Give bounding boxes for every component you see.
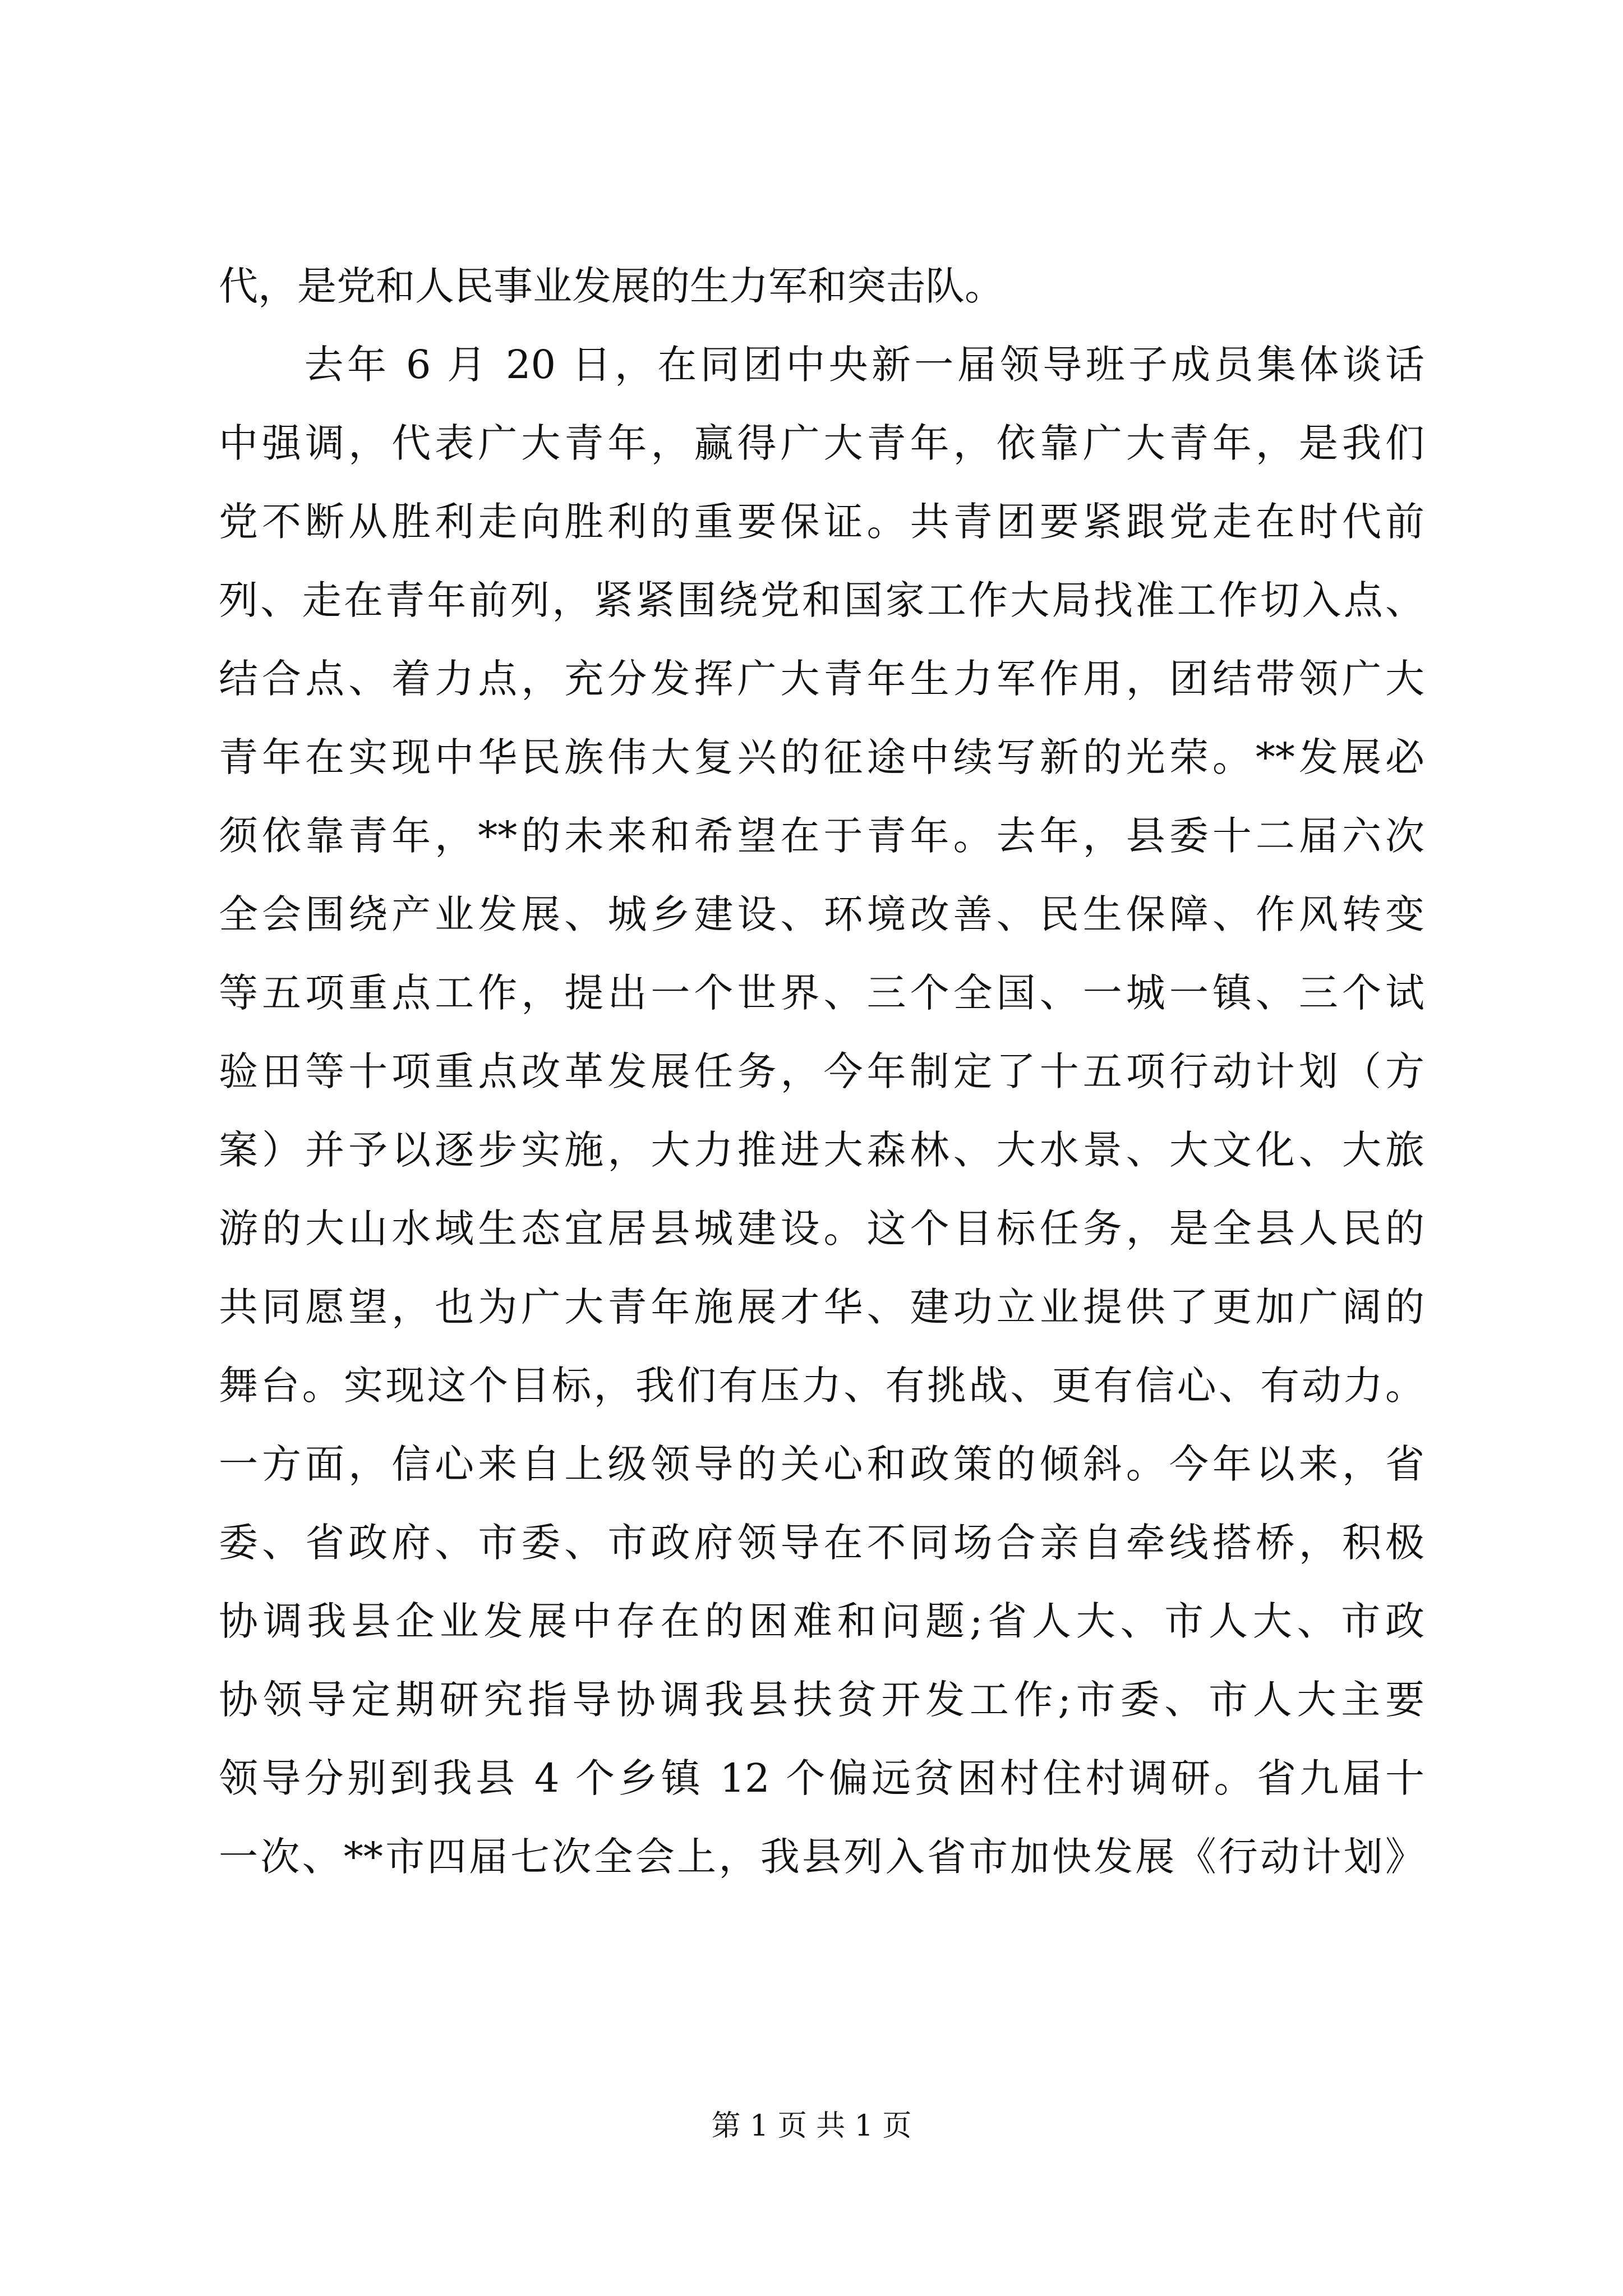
text-line: 游的大山水域生态宜居县城建设。这个目标任务，是全县人民的 <box>219 1205 1424 1251</box>
text-line: 中强调，代表广大青年，赢得广大青年，依靠广大青年，是我们 <box>219 420 1424 466</box>
text-line: 等五项重点工作，提出一个世界、三个全国、一城一镇、三个试 <box>219 970 1424 1016</box>
text-line: 须依靠青年，**的未来和希望在于青年。去年，县委十二届六次 <box>219 813 1424 859</box>
text-line: 一次、**市四届七次全会上，我县列入省市加快发展《行动计划》 <box>219 1834 1424 1880</box>
text-line: 舞台。实现这个目标，我们有压力、有挑战、更有信心、有动力。 <box>219 1363 1424 1409</box>
text-line: 案）并予以逐步实施，大力推进大森林、大水景、大文化、大旅 <box>219 1127 1424 1173</box>
text-line: 去年 6 月 20 日，在同团中央新一届领导班子成员集体谈话 <box>219 342 1424 388</box>
text-line: 代，是党和人民事业发展的生力军和突击队。 <box>219 263 1004 309</box>
text-line: 结合点、着力点，充分发挥广大青年生力军作用，团结带领广大 <box>219 656 1424 702</box>
text-line: 党不断从胜利走向胜利的重要保证。共青团要紧跟党走在时代前 <box>219 499 1424 545</box>
text-line: 一方面，信心来自上级领导的关心和政策的倾斜。今年以来，省 <box>219 1441 1424 1487</box>
text-line: 协调我县企业发展中存在的困难和问题;省人大、市人大、市政 <box>219 1598 1424 1644</box>
text-line: 青年在实现中华民族伟大复兴的征途中续写新的光荣。**发展必 <box>219 734 1424 780</box>
text-line: 共同愿望，也为广大青年施展才华、建功立业提供了更加广阔的 <box>219 1284 1424 1330</box>
body-text <box>219 247 1424 1896</box>
text-line: 委、省政府、市委、市政府领导在不同场合亲自牵线搭桥，积极 <box>219 1520 1424 1566</box>
text-line: 验田等十项重点改革发展任务，今年制定了十五项行动计划（方 <box>219 1048 1424 1094</box>
text-line: 协领导定期研究指导协调我县扶贫开发工作;市委、市人大主要 <box>219 1677 1424 1723</box>
text-line: 全会围绕产业发展、城乡建设、环境改善、民生保障、作风转变 <box>219 891 1424 937</box>
text-line: 列、走在青年前列，紧紧围绕党和国家工作大局找准工作切入点、 <box>219 577 1424 623</box>
text-line: 领导分别到我县 4 个乡镇 12 个偏远贫困村住村调研。省九届十 <box>219 1755 1424 1801</box>
page-footer: 第 1 页 共 1 页 <box>711 2109 912 2143</box>
